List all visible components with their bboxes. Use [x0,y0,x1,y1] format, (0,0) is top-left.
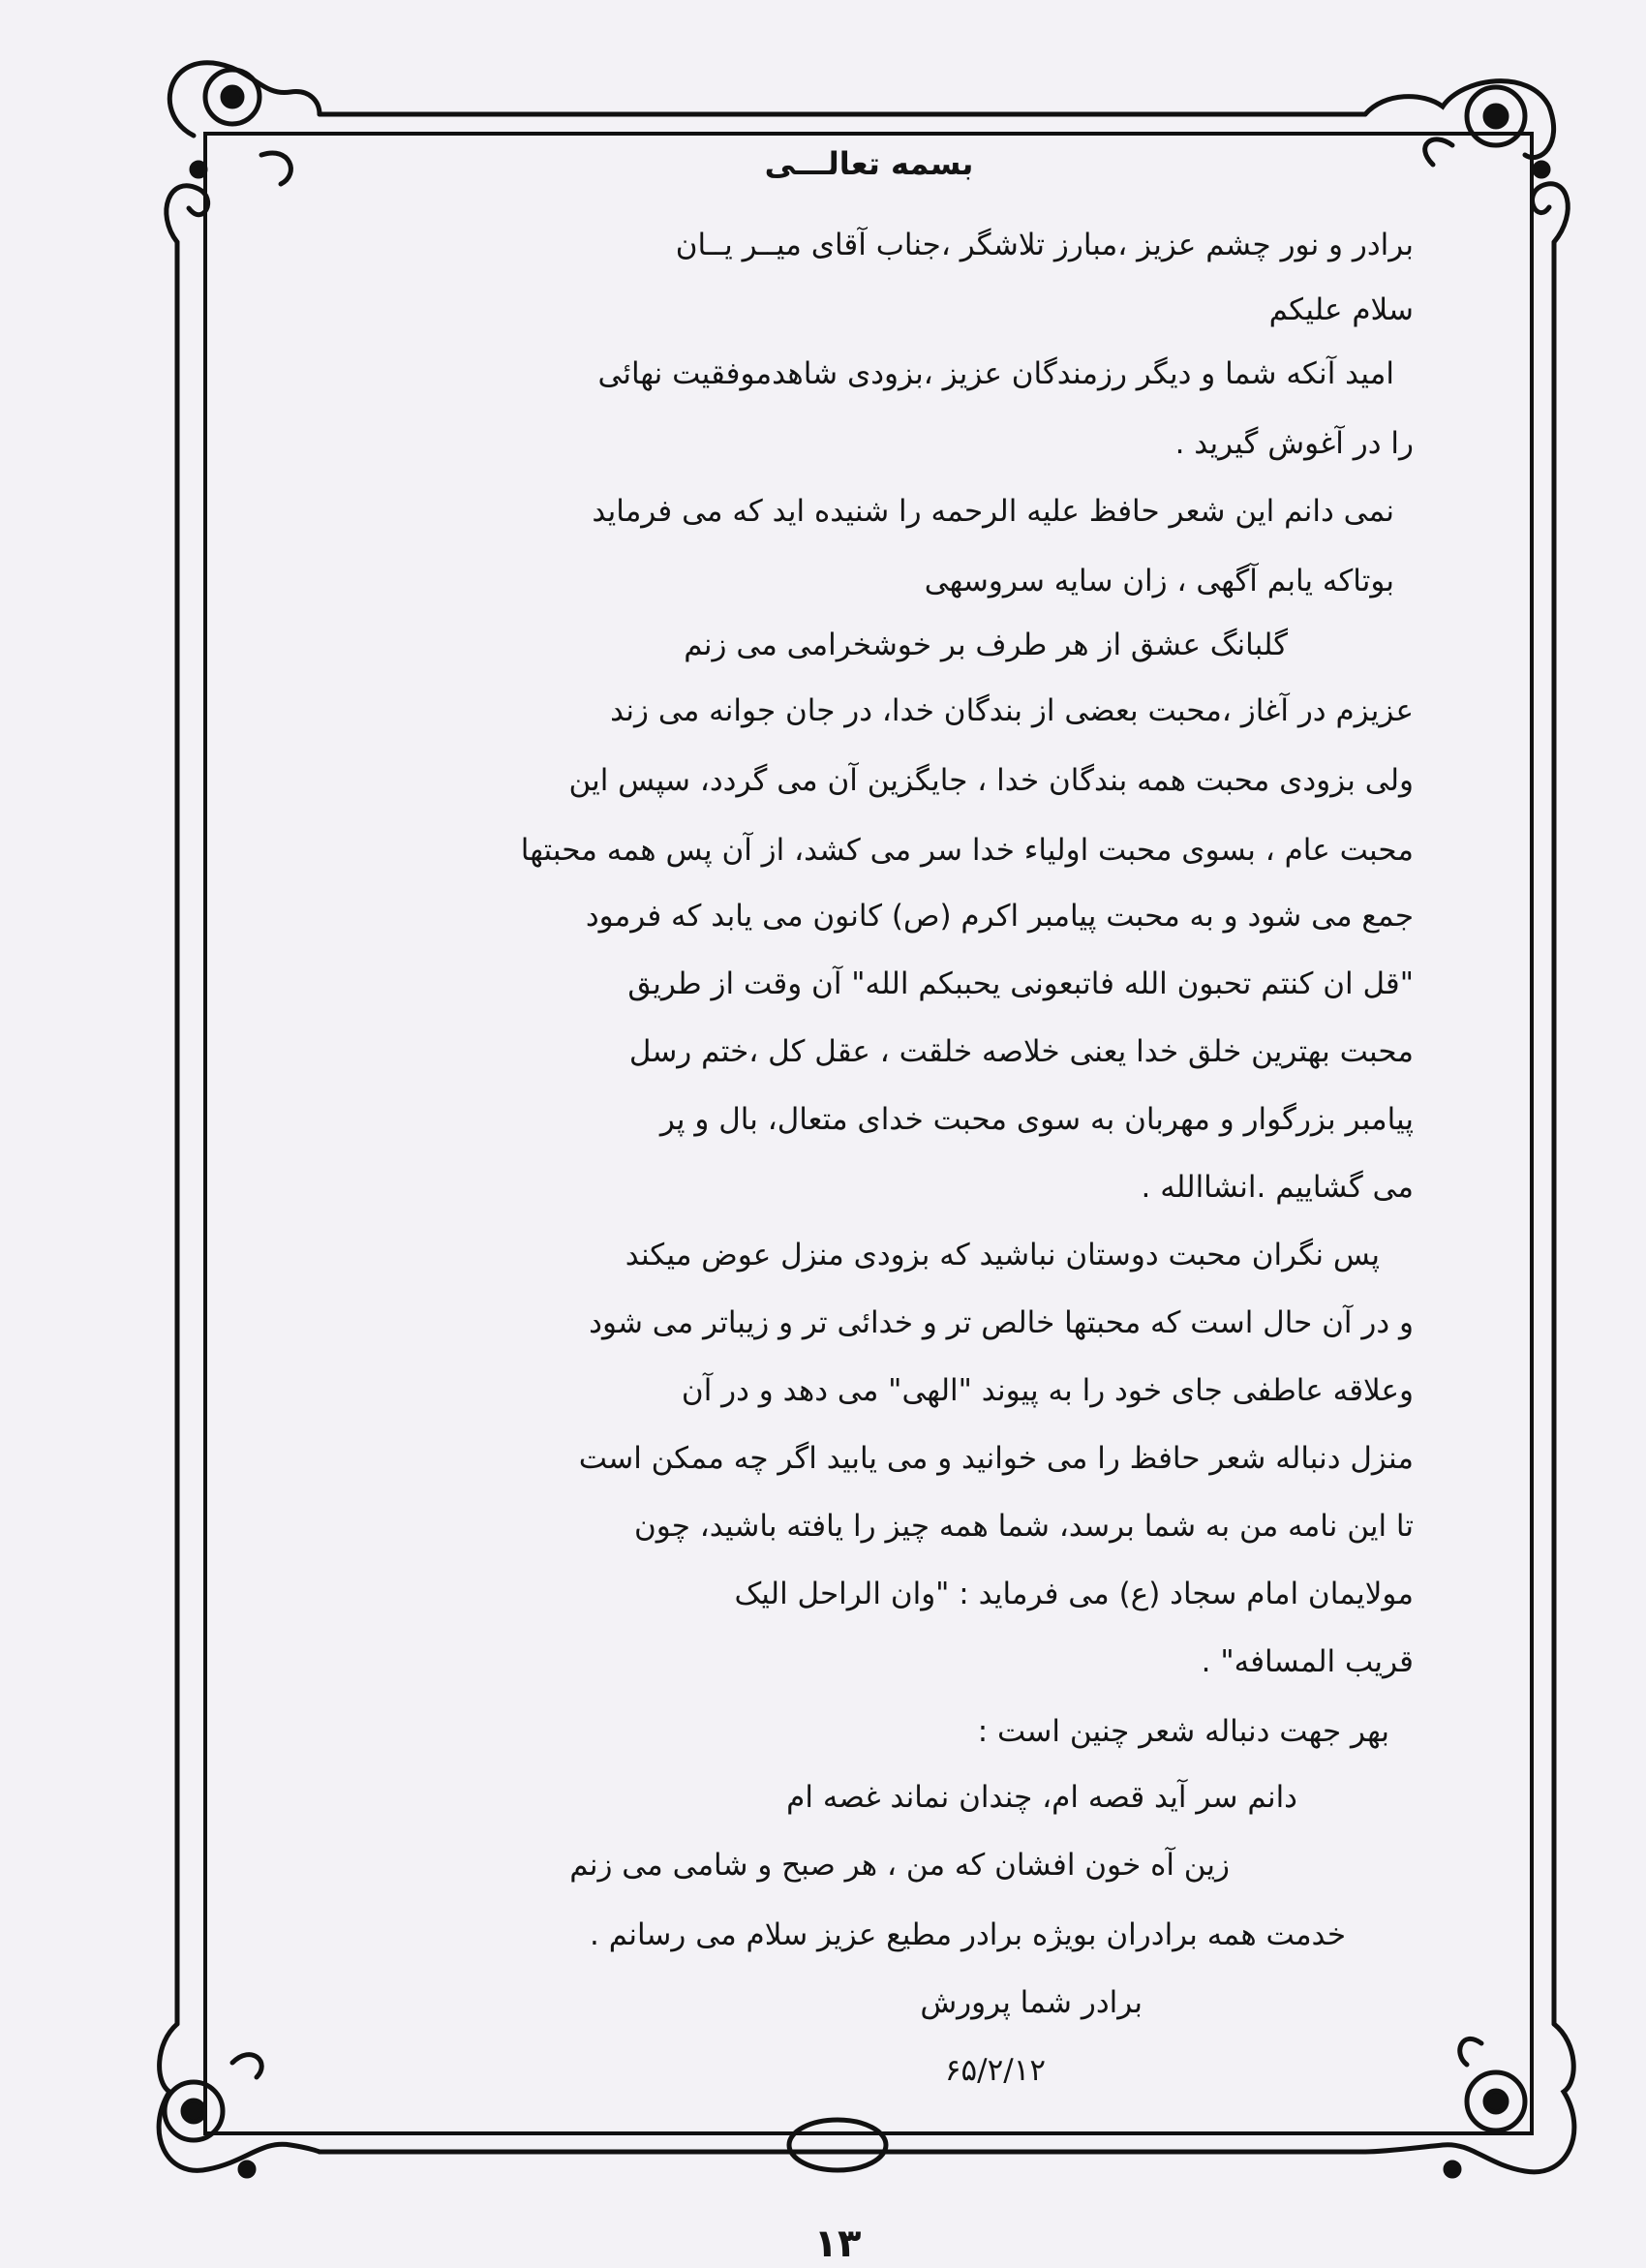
corner-ornament-bottom-right [1365,2024,1574,2176]
text-line: برادر و نور چشم عزیز ،مبارز تلاشگر ،جناب آقای میــر یــان [675,228,1414,262]
text-line: قریب المسافه" . [1201,1644,1414,1679]
text-line: پیامبر بزرگوار و مهربان به سوی محبت خدای متعال، بال و پر [659,1102,1414,1137]
text-line: خدمت همه برادران بویژه برادر مطیع عزیز سلام می رسانم . [590,1917,1346,1952]
letter-heading: بسمه تعالـــی [764,145,974,182]
text-line: ولی بزودی محبت همه بندگان خدا ، جایگزین آن می گردد، سپس این [568,763,1414,798]
text-line: عزیزم در آغاز ،محبت بعضی از بندگان خدا، در جان جوانه می زند [610,693,1414,728]
text-line: را در آغوش گیرید . [1174,426,1414,461]
text-line: منزل دنباله شعر حافظ را می خوانید و می یابید اگر چه ممکن است [578,1441,1414,1476]
text-line: مولایمان امام سجاد (ع) می فرماید : "وان الراحل الیک [734,1577,1414,1611]
text-line: "قل ان کنتم تحبون الله فاتبعونی یحببکم الله" آن وقت از طریق [627,966,1414,1001]
poem-line: دانم سر آید قصه ام، چندان نماند غصه ام [786,1780,1297,1815]
text-line: بهر جهت دنباله شعر چنین است : [977,1714,1389,1749]
poem-line: زین آه خون افشان که من ، هر صبح و شامی می زنم [569,1848,1230,1883]
text-line: نمی دانم این شعر حافظ علیه الرحمه را شنیده اید که می فرماید [592,494,1394,529]
signature-line: برادر شما پرورش [920,1985,1143,2020]
corner-ornament-top-left [167,63,320,242]
text-line: وعلاقه عاطفی جای خود را به پیوند "الهی" می دهد و در آن [681,1373,1414,1408]
text-line: می گشاییم .انشاالله . [1141,1170,1414,1205]
poem-line: بوتاکه یابم آگهی ، زان سایه سروسهی [924,564,1394,598]
page-number: ۱۳ [813,2222,862,2266]
page-number-oval [789,2120,886,2170]
text-line: تا این نامه من به شما برسد، شما همه چیز را یافته باشید، چون [633,1509,1414,1544]
corner-ornament-bottom-left [159,2024,320,2176]
text-line: پس نگران محبت دوستان نباشید که بزودی منزل عوض میکند [625,1238,1380,1272]
text-line: سلام علیکم [1268,292,1414,327]
date-line: ۶۵/۲/۱۲ [944,2053,1046,2088]
text-line: امید آنکه شما و دیگر رزمندگان عزیز ،بزودی شاهدموفقیت نهائی [597,356,1394,391]
text-line: جمع می شود و به محبت پیامبر اکرم (ص) کانون می یابد که فرمود [585,899,1414,934]
poem-line: گلبانگ عشق از هر طرف بر خوشخرامی می زنم [684,628,1288,662]
text-line: محبت بهترین خلق خدا یعنی خلاصه خلقت ، عقل کل ،ختم رسل [628,1034,1414,1069]
text-line: محبت عام ، بسوی محبت اولیاء خدا سر می کشد، از آن پس همه محبتها [520,833,1414,868]
text-line: و در آن حال است که محبتها خالص تر و خدائی تر و زیباتر می شود [589,1305,1414,1340]
